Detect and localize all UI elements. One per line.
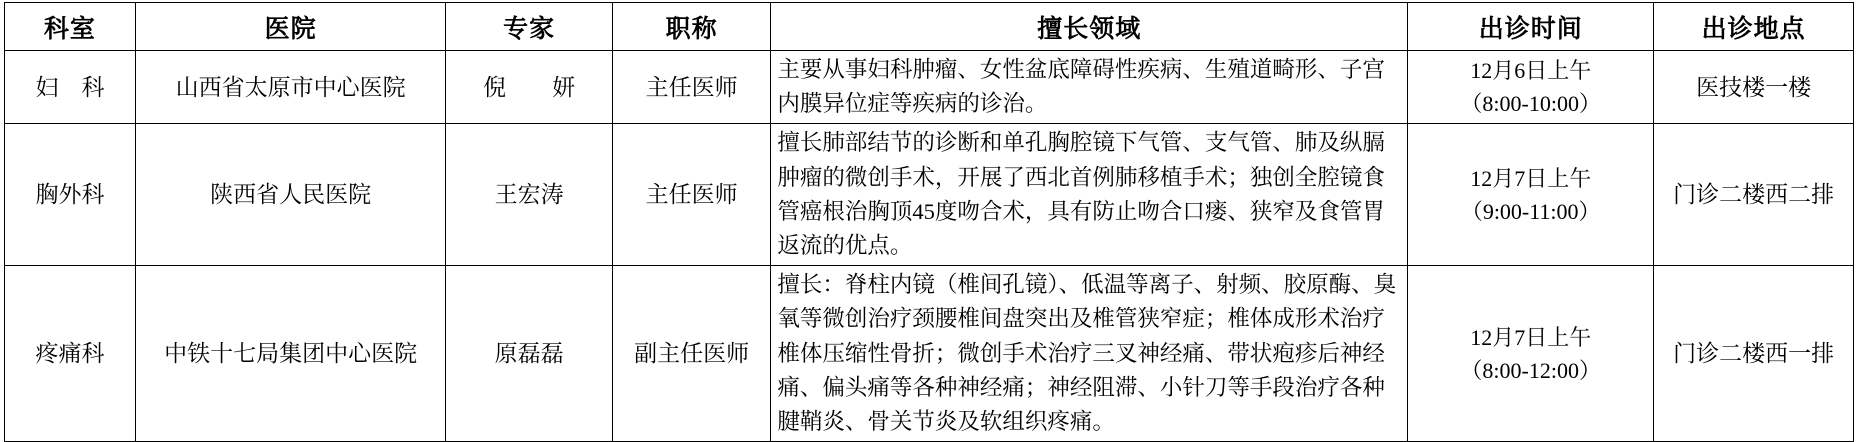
clinic-time-date: 12月7日上午 — [1470, 165, 1592, 191]
cell-hospital: 中铁十七局集团中心医院 — [135, 266, 446, 442]
clinic-time-date: 12月7日上午 — [1470, 324, 1592, 350]
table-row — [5, 51, 1854, 124]
clinic-time-range: （9:00-11:00） — [1460, 198, 1601, 224]
table-header — [5, 3, 1854, 51]
cell-expert: 倪 妍 — [446, 51, 612, 124]
cell-title: 主任医师 — [612, 51, 771, 124]
column-header-clinic-location: 出诊地点 — [1654, 3, 1854, 51]
cell-department: 妇 科 — [5, 51, 136, 124]
column-header-expert: 专家 — [446, 3, 612, 51]
cell-clinic-location: 门诊二楼西一排 — [1654, 266, 1854, 442]
column-header-clinic-time: 出诊时间 — [1408, 3, 1654, 51]
cell-title: 主任医师 — [612, 124, 771, 266]
table-row — [5, 266, 1854, 442]
cell-title: 副主任医师 — [612, 266, 771, 442]
cell-hospital: 山西省太原市中心医院 — [135, 51, 446, 124]
column-header-hospital: 医院 — [135, 3, 446, 51]
table-row — [5, 124, 1854, 266]
column-header-specialty: 擅长领域 — [771, 3, 1408, 51]
cell-clinic-location: 门诊二楼西二排 — [1654, 124, 1854, 266]
clinic-time-range: （8:00-10:00） — [1460, 91, 1601, 117]
cell-specialty: 主要从事妇科肿瘤、女性盆底障碍性疾病、生殖道畸形、子宫内膜异位症等疾病的诊治。 — [771, 51, 1408, 124]
cell-clinic-time — [1408, 266, 1654, 442]
column-header-department: 科室 — [5, 3, 136, 51]
table-header-row — [5, 3, 1854, 51]
cell-department: 疼痛科 — [5, 266, 136, 442]
cell-hospital: 陕西省人民医院 — [135, 124, 446, 266]
cell-specialty: 擅长：脊柱内镜（椎间孔镜）、低温等离子、射频、胶原酶、臭氧等微创治疗颈腰椎间盘突出及椎管狭窄症；椎体成形术治疗椎体压缩性骨折；微创手术治疗三叉神经痛、带状疱疹后神经痛、偏头痛等各种神经痛；神经阻滞、小针刀等手段治疗各种腱鞘炎、骨关节炎及软组织疼痛。 — [771, 266, 1408, 442]
cell-specialty: 擅长肺部结节的诊断和单孔胸腔镜下气管、支气管、肺及纵膈肿瘤的微创手术，开展了西北首例肺移植手术；独创全腔镜食管癌根治胸顶45度吻合术，具有防止吻合口瘘、狭窄及食管胃返流的优点。 — [771, 124, 1408, 266]
expert-clinic-schedule-table — [4, 2, 1854, 442]
clinic-time-range: （8:00-12:00） — [1460, 357, 1601, 383]
cell-department: 胸外科 — [5, 124, 136, 266]
cell-expert: 原磊磊 — [446, 266, 612, 442]
column-header-title: 职称 — [612, 3, 771, 51]
table-body — [5, 51, 1854, 442]
clinic-time-date: 12月6日上午 — [1470, 58, 1592, 84]
cell-clinic-location: 医技楼一楼 — [1654, 51, 1854, 124]
cell-expert: 王宏涛 — [446, 124, 612, 266]
cell-clinic-time — [1408, 124, 1654, 266]
cell-clinic-time — [1408, 51, 1654, 124]
